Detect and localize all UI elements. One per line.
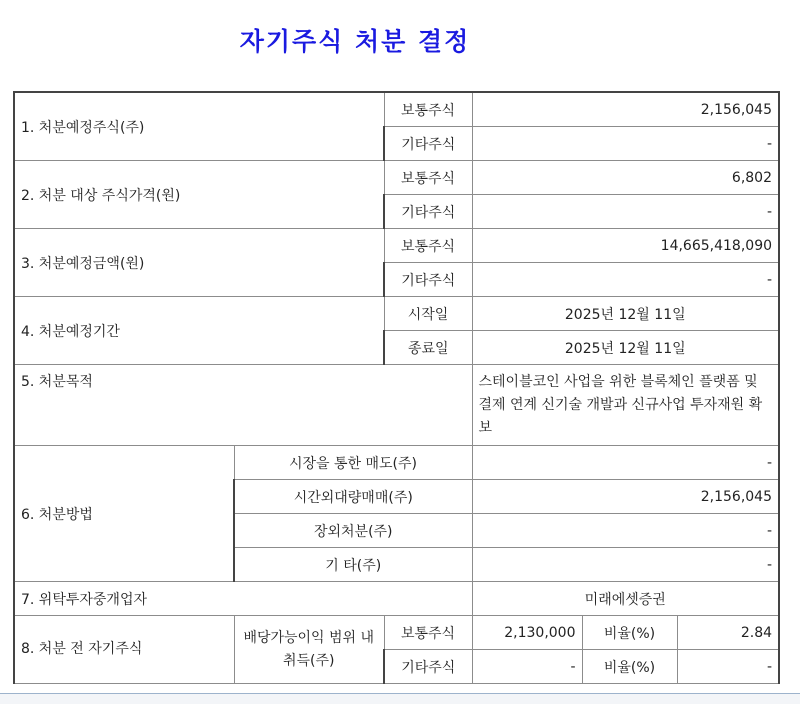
sub-label: 기타주식 [384, 263, 472, 297]
ratio-value: 2.84 [677, 616, 779, 650]
table-row [14, 365, 779, 446]
table-row [14, 616, 779, 650]
table-row [14, 92, 779, 127]
table-row [14, 297, 779, 331]
sub-label: 장외처분(주) [234, 514, 472, 548]
value-cell: - [472, 548, 779, 582]
value-cell: 2,156,045 [472, 480, 779, 514]
sub-label: 보통주식 [384, 92, 472, 127]
table-row [14, 229, 779, 263]
sub-label: 기 타(주) [234, 548, 472, 582]
row-label: 7. 위탁투자중개업자 [14, 582, 472, 616]
purpose-text: 스테이블코인 사업을 위한 블록체인 플랫폼 및 결제 연계 신기술 개발과 신규사업 투자재원 확보 [472, 365, 779, 446]
value-cell: - [472, 195, 779, 229]
sub-label: 배당가능이익 범위 내 취득(주) [234, 616, 384, 684]
value-cell: - [472, 127, 779, 161]
value-cell: 14,665,418,090 [472, 229, 779, 263]
table-row [14, 161, 779, 195]
row-label: 3. 처분예정금액(원) [14, 229, 384, 297]
sub-label: 종료일 [384, 331, 472, 365]
sub-label: 시장을 통한 매도(주) [234, 446, 472, 480]
viewport-bottom-edge [0, 693, 800, 704]
value-cell: 2,130,000 [472, 616, 582, 650]
value-cell: - [472, 514, 779, 548]
value-cell: 미래에셋증권 [472, 582, 779, 616]
page-title: 자기주식 처분 결정 [239, 27, 471, 56]
row-label: 6. 처분방법 [14, 446, 234, 582]
table-row [14, 582, 779, 616]
ratio-label: 비율(%) [582, 616, 677, 650]
sub-label: 기타주식 [384, 195, 472, 229]
row-label: 4. 처분예정기간 [14, 297, 384, 365]
row-label: 1. 처분예정주식(주) [14, 92, 384, 161]
value-cell: 2025년 12월 11일 [472, 297, 779, 331]
value-cell: - [472, 650, 582, 684]
sub-label: 기타주식 [384, 127, 472, 161]
ratio-value: - [677, 650, 779, 684]
sub-label: 기타주식 [384, 650, 472, 684]
table-row [14, 446, 779, 480]
row-label: 2. 처분 대상 주식가격(원) [14, 161, 384, 229]
sub-label: 보통주식 [384, 229, 472, 263]
disclosure-table [13, 91, 780, 684]
sub-label: 보통주식 [384, 616, 472, 650]
ratio-label: 비율(%) [582, 650, 677, 684]
value-cell: - [472, 446, 779, 480]
value-cell: 2025년 12월 11일 [472, 331, 779, 365]
sub-label: 보통주식 [384, 161, 472, 195]
value-cell: - [472, 263, 779, 297]
sub-label: 시작일 [384, 297, 472, 331]
row-label: 5. 처분목적 [14, 365, 472, 446]
sub-label: 시간외대량매매(주) [234, 480, 472, 514]
value-cell: 2,156,045 [472, 92, 779, 127]
value-cell: 6,802 [472, 161, 779, 195]
row-label: 8. 처분 전 자기주식 [14, 616, 234, 684]
